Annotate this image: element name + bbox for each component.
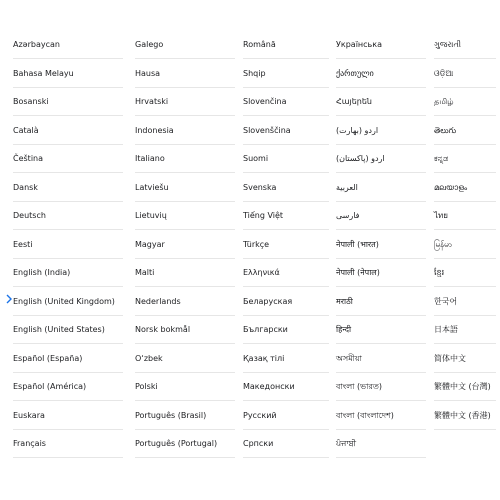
language-label: বাংলা (ভারত): [336, 382, 382, 391]
language-option[interactable]: [13, 288, 123, 316]
language-label: اردو (بھارت): [336, 125, 379, 135]
language-label: অসমীয়া: [336, 353, 362, 363]
language-option[interactable]: [13, 373, 123, 401]
language-option[interactable]: [434, 259, 496, 287]
language-option[interactable]: [243, 117, 329, 145]
language-label: বাংলা (বাংলাদেশ): [336, 410, 394, 420]
language-label: Norsk bokmål: [135, 325, 191, 334]
language-label: Malti: [135, 268, 155, 277]
language-option[interactable]: [336, 88, 426, 116]
language-label: Polski: [135, 382, 158, 391]
language-option[interactable]: [135, 117, 235, 145]
language-option[interactable]: [336, 430, 426, 458]
language-label: ଓଡ଼ିଆ: [434, 68, 454, 78]
language-option[interactable]: [434, 145, 496, 173]
language-option[interactable]: [243, 60, 329, 88]
language-label: Dansk: [13, 182, 38, 192]
language-option[interactable]: [135, 259, 235, 287]
language-label: Français: [13, 439, 46, 448]
language-label: 한국어: [434, 296, 458, 306]
language-label: English (United Kingdom): [13, 296, 115, 306]
language-label: Español (España): [13, 353, 83, 363]
language-label: Հայերեն: [336, 97, 372, 106]
language-label: Italiano: [135, 154, 165, 163]
language-label: Català: [13, 125, 39, 135]
language-option[interactable]: [13, 117, 123, 145]
language-option[interactable]: [135, 174, 235, 202]
language-option[interactable]: [243, 231, 329, 259]
language-option[interactable]: [13, 145, 123, 173]
language-option[interactable]: [336, 345, 426, 373]
language-option[interactable]: [434, 117, 496, 145]
language-label: Svenska: [243, 182, 277, 192]
language-option[interactable]: [135, 31, 235, 59]
language-label: मराठी: [336, 296, 353, 306]
language-label: Čeština: [13, 154, 44, 163]
language-label: Nederlands: [135, 296, 181, 306]
language-option[interactable]: [13, 31, 123, 59]
language-option[interactable]: [243, 373, 329, 401]
language-label: Ελληνικά: [243, 268, 280, 277]
language-option[interactable]: [13, 316, 123, 344]
language-option[interactable]: [13, 88, 123, 116]
language-option[interactable]: [243, 202, 329, 230]
language-label: Lietuvių: [135, 211, 167, 220]
language-option[interactable]: [13, 231, 123, 259]
language-label: Indonesia: [135, 125, 174, 135]
language-option[interactable]: [243, 145, 329, 173]
language-option[interactable]: [434, 60, 496, 88]
language-label: Српски: [243, 439, 274, 448]
language-label: Български: [243, 325, 288, 334]
language-option[interactable]: [243, 31, 329, 59]
language-label: Қазақ тілі: [243, 353, 285, 363]
language-option[interactable]: [336, 402, 426, 430]
language-option[interactable]: [135, 373, 235, 401]
language-option[interactable]: [243, 259, 329, 287]
language-label: Suomi: [243, 154, 269, 163]
language-option[interactable]: [434, 316, 496, 344]
language-option[interactable]: [13, 402, 123, 430]
language-label: Bosanski: [13, 97, 49, 106]
language-label: नेपाली (नेपाल): [336, 268, 380, 277]
language-label: Hrvatski: [135, 97, 169, 106]
language-label: हिन्दी: [336, 325, 352, 334]
language-option[interactable]: [13, 430, 123, 458]
language-option[interactable]: [434, 174, 496, 202]
language-label: नेपाली (भारत): [336, 239, 379, 249]
language-label: Azərbaycan: [13, 40, 60, 49]
language-option[interactable]: [336, 202, 426, 230]
language-option[interactable]: [434, 31, 496, 59]
language-option[interactable]: [243, 288, 329, 316]
language-label: മലയാളം: [434, 182, 468, 192]
language-option[interactable]: [243, 430, 329, 458]
language-option[interactable]: [336, 145, 426, 173]
language-label: English (United States): [13, 325, 105, 334]
language-option[interactable]: [135, 145, 235, 173]
language-label: தமிழ்: [434, 97, 454, 106]
language-option[interactable]: [13, 60, 123, 88]
language-label: ខ្មែរ: [434, 268, 445, 277]
language-label: Slovenščina: [243, 125, 291, 135]
language-label: فارسی: [336, 211, 360, 220]
language-option[interactable]: [243, 174, 329, 202]
language-label: Latviešu: [135, 182, 169, 192]
language-option[interactable]: [434, 231, 496, 259]
language-option[interactable]: [336, 117, 426, 145]
language-label: Español (América): [13, 382, 87, 391]
language-label: Українська: [336, 40, 382, 49]
chevron-right-icon: [5, 294, 13, 304]
language-label: ಕನ್ನಡ: [434, 154, 449, 163]
language-label: Bahasa Melayu: [13, 68, 74, 78]
language-option[interactable]: [434, 345, 496, 373]
language-label: Eesti: [13, 239, 33, 249]
language-option[interactable]: [434, 202, 496, 230]
language-label: O‘zbek: [135, 353, 163, 363]
language-option[interactable]: [243, 88, 329, 116]
language-option[interactable]: [336, 31, 426, 59]
language-option[interactable]: [336, 174, 426, 202]
language-label: ไทย: [434, 211, 448, 220]
language-label: ગુજરાતી: [434, 40, 462, 49]
language-option[interactable]: [135, 202, 235, 230]
language-option[interactable]: [243, 345, 329, 373]
language-label: ਪੰਜਾਬੀ: [336, 439, 357, 448]
language-label: Português (Portugal): [135, 439, 218, 448]
language-option[interactable]: [135, 345, 235, 373]
language-option[interactable]: [336, 316, 426, 344]
language-label: తెలుగు: [434, 125, 457, 135]
language-label: Română: [243, 40, 276, 49]
language-label: 简体中文: [434, 353, 466, 363]
language-label: Euskara: [13, 410, 45, 420]
language-option[interactable]: [13, 174, 123, 202]
language-option[interactable]: [135, 231, 235, 259]
language-label: Türkçe: [243, 239, 270, 249]
language-label: Magyar: [135, 239, 165, 249]
language-label: မြန်မာ: [434, 239, 452, 249]
language-option[interactable]: [135, 60, 235, 88]
language-label: Português (Brasil): [135, 410, 207, 420]
language-option[interactable]: [434, 88, 496, 116]
language-label: ქართული: [336, 68, 374, 78]
language-label: اردو (پاکستان): [336, 154, 385, 163]
language-option[interactable]: [13, 259, 123, 287]
language-option[interactable]: [135, 88, 235, 116]
language-option[interactable]: [336, 373, 426, 401]
language-label: Deutsch: [13, 211, 46, 220]
language-option[interactable]: [135, 288, 235, 316]
language-label: العربية: [336, 182, 358, 192]
language-label: 繁體中文 (香港): [434, 410, 491, 420]
language-option[interactable]: [13, 202, 123, 230]
language-option[interactable]: [336, 288, 426, 316]
language-option[interactable]: [135, 402, 235, 430]
language-label: Беларуская: [243, 296, 293, 306]
language-option[interactable]: [13, 345, 123, 373]
language-label: English (India): [13, 268, 71, 277]
language-option[interactable]: [434, 402, 496, 430]
language-option[interactable]: [135, 316, 235, 344]
language-label: Galego: [135, 40, 164, 49]
language-option[interactable]: [336, 60, 426, 88]
language-label: 繁體中文 (台灣): [434, 382, 491, 391]
language-option[interactable]: [243, 316, 329, 344]
language-option[interactable]: [434, 288, 496, 316]
language-label: Hausa: [135, 68, 161, 78]
language-label: Shqip: [243, 68, 266, 78]
language-label: Slovenčina: [243, 97, 287, 106]
language-label: Русский: [243, 410, 277, 420]
language-option[interactable]: [243, 402, 329, 430]
language-option[interactable]: [336, 231, 426, 259]
language-option[interactable]: [336, 259, 426, 287]
language-label: Македонски: [243, 382, 295, 391]
language-label: Tiếng Việt: [243, 211, 284, 220]
language-option[interactable]: [434, 373, 496, 401]
language-option[interactable]: [135, 430, 235, 458]
language-label: 日本語: [434, 325, 458, 334]
